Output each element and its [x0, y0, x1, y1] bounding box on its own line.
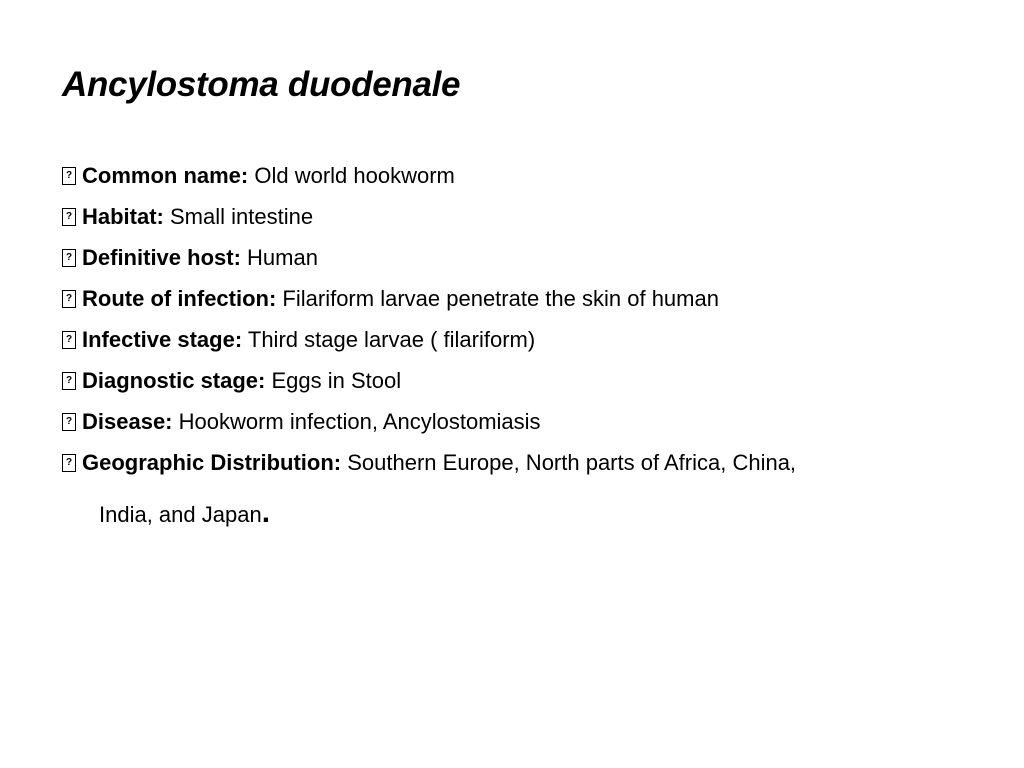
bullet-value: Hookworm infection, Ancylostomiasis — [172, 409, 541, 434]
bullet-label: Disease: — [82, 409, 173, 434]
missing-glyph-bullet-icon — [62, 331, 76, 349]
distribution-continuation — [99, 497, 270, 531]
bullet-item-geographic-distribution — [62, 447, 962, 488]
bullet-item-diagnostic-stage — [62, 365, 962, 406]
bullet-item-common-name — [62, 160, 962, 201]
missing-glyph-bullet-icon — [62, 290, 76, 308]
bullet-item-route-of-infection — [62, 283, 962, 324]
bullet-label: Definitive host: — [82, 245, 241, 270]
bullet-value: Small intestine — [163, 204, 314, 229]
bullet-label: Diagnostic stage: — [82, 368, 266, 393]
bullet-label: Infective stage: — [82, 327, 243, 352]
bullet-value: Old world hookworm — [248, 163, 455, 188]
bullet-value: Eggs in Stool — [265, 368, 402, 393]
continuation-period: . — [261, 496, 271, 529]
bullet-item-infective-stage — [62, 324, 962, 365]
bullet-item-definitive-host — [62, 242, 962, 283]
missing-glyph-bullet-icon — [62, 454, 76, 472]
missing-glyph-bullet-icon — [62, 167, 76, 185]
bullet-value: Southern Europe, North parts of Africa, China, — [341, 450, 797, 475]
bullet-item-disease — [62, 406, 962, 447]
bullet-label: Route of infection: — [82, 286, 277, 311]
bullet-label: Habitat: — [82, 204, 164, 229]
bullet-value: Third stage larvae ( filariform) — [242, 327, 536, 352]
bullet-value: Filariform larvae penetrate the skin of human — [276, 286, 719, 311]
missing-glyph-bullet-icon — [62, 413, 76, 431]
bullet-value: Human — [240, 245, 318, 270]
missing-glyph-bullet-icon — [62, 249, 76, 267]
bullet-label: Common name: — [82, 163, 249, 188]
bullet-item-habitat — [62, 201, 962, 242]
bullet-list — [62, 160, 962, 488]
continuation-text: India, and Japan — [99, 502, 262, 527]
missing-glyph-bullet-icon — [62, 372, 76, 390]
missing-glyph-bullet-icon — [62, 208, 76, 226]
slide-title: Ancylostoma duodenale — [62, 65, 461, 104]
bullet-label: Geographic Distribution: — [82, 450, 342, 475]
